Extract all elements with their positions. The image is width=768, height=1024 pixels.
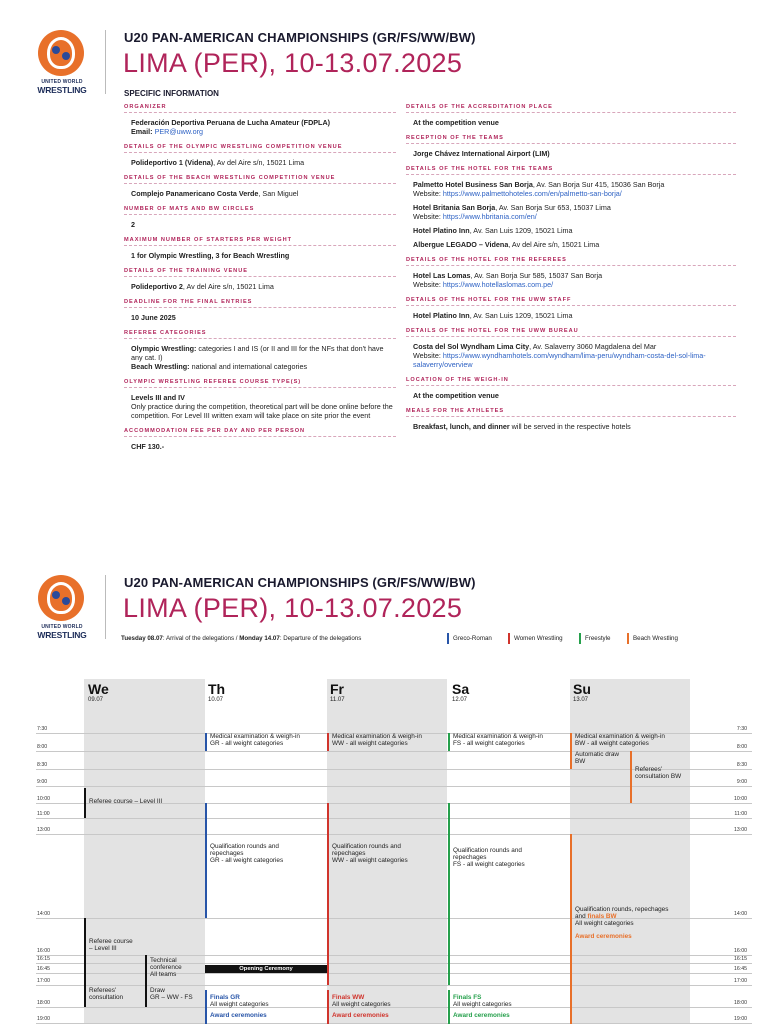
time-label: 19:00 <box>734 1016 747 1022</box>
accommodation-fee-section: ACCOMMODATION FEE PER DAY AND PER PERSON CHF 130.- <box>124 428 396 451</box>
section-title: MAXIMUM NUMBER OF STARTERS PER WEIGHT <box>124 237 396 246</box>
hotel-staff-section: DETAILS OF THE HOTEL FOR THE UWW STAFF Hotel Platino Inn, Av. San Luis 1209, 15021 Lima <box>406 297 736 320</box>
event-medical-gr: Medical examination & weigh-in GR - all weight categories <box>205 733 325 751</box>
logo-text-bottom: WRESTLING <box>37 630 87 640</box>
time-label: 8:30 <box>37 762 48 768</box>
starters-section: MAXIMUM NUMBER OF STARTERS PER WEIGHT 1 for Olympic Wrestling, 3 for Beach Wrestling <box>124 237 396 260</box>
time-label: 8:30 <box>736 762 747 768</box>
referee-course-section: OLYMPIC WRESTLING REFEREE COURSE TYPE(S) Levels III and IV Only practice during the competition, theoretical part will be done online before the competition. For Level III written exam will take place on site prior the event <box>124 379 396 420</box>
schedule-grid <box>0 676 768 1024</box>
organizer-email-link[interactable]: PER@uww.org <box>154 127 204 136</box>
time-label: 10:00 <box>37 796 50 802</box>
event-medical-bw: Medical examination & weigh-in BW - all weight categories <box>570 733 690 751</box>
page1-header <box>0 30 768 100</box>
section-title: LOCATION OF THE WEIGH-IN <box>406 377 736 386</box>
section-title: DETAILS OF THE HOTEL FOR THE UWW BUREAU <box>406 328 736 337</box>
day-date: 12.07 <box>452 697 468 703</box>
meals-section: MEALS FOR THE ATHLETES Breakfast, lunch, and dinner will be served in the respective hotels <box>406 408 736 431</box>
hotel-teams-section: DETAILS OF THE HOTEL FOR THE TEAMS Palmetto Hotel Business San Borja, Av. San Borja Sur 415, 15036 San Borja Website: https://www.palmettohoteles.com/en/palmetto-san-borja/ Hotel Britania San Borja, Av. San Borja Sur 653, 15037 Lima Website: https://www.hbritania.com/en/ Hotel Platino Inn, Av. San Luis 1209, 15021 Lima Albergue LEGADO – Videna, Av del Aire s/n, 15021 Lima <box>406 166 736 249</box>
organizer-section: ORGANIZER Federación Deportiva Peruana de Lucha Amateur (FDPLA) Email: PER@uww.org <box>124 104 396 136</box>
event-finals-gr: Finals GR All weight categories Award ceremonies <box>205 990 325 1024</box>
time-label: 8:00 <box>37 744 48 750</box>
time-label: 17:00 <box>734 978 747 984</box>
time-label: 16:15 <box>734 956 747 962</box>
organizer-name: Federación Deportiva Peruana de Lucha Amateur (FDPLA) <box>131 118 331 127</box>
section-title: MEALS FOR THE ATHLETES <box>406 408 736 417</box>
day-name: Su <box>573 681 591 697</box>
day-name: Fr <box>330 681 344 697</box>
logo-text-bottom: WRESTLING <box>37 85 87 95</box>
accreditation-section: DETAILS OF THE ACCREDITATION PLACE At the competition venue <box>406 104 736 127</box>
info-left-column <box>124 104 396 459</box>
event-finals-ww: Finals WW All weight categories Award ceremonies <box>327 990 447 1024</box>
time-label: 7:30 <box>736 726 747 732</box>
award-ceremonies-bw: Award ceremonies <box>575 932 632 940</box>
logo-text-top: UNITED WORLD <box>41 624 83 630</box>
time-label: 16:45 <box>734 966 747 972</box>
logo-text-top: UNITED WORLD <box>41 79 83 85</box>
time-label: 18:00 <box>37 1000 50 1006</box>
section-title: DETAILS OF THE TRAINING VENUE <box>124 268 396 277</box>
header-divider <box>105 575 106 639</box>
ow-venue-section: DETAILS OF THE OLYMPIC WRESTLING COMPETITION VENUE Polideportivo 1 (Videna), Av del Aire s/n, 15021 Lima <box>124 144 396 167</box>
info-right-column <box>406 104 736 439</box>
time-label: 11:00 <box>734 811 747 817</box>
time-label: 17:00 <box>37 978 50 984</box>
arrival-departure-note: Tuesday 08.07: Arrival of the delegations / Monday 14.07: Departure of the delegations <box>121 635 362 642</box>
event-finals-fs: Finals FS All weight categories Award ceremonies <box>448 990 568 1024</box>
section-title: RECEPTION OF THE TEAMS <box>406 135 736 144</box>
section-title: DEADLINE FOR THE FINAL ENTRIES <box>124 299 396 308</box>
reception-section: RECEPTION OF THE TEAMS Jorge Chávez International Airport (LIM) <box>406 135 736 158</box>
hotel-website-link[interactable]: https://www.hotellaslomas.com.pe/ <box>442 280 554 289</box>
schedule-legend <box>121 633 741 645</box>
day-name: Sa <box>452 681 470 697</box>
section-title: DETAILS OF THE HOTEL FOR THE TEAMS <box>406 166 736 175</box>
time-label: 16:00 <box>734 948 747 954</box>
time-label: 10:00 <box>734 796 747 802</box>
bw-venue-section: DETAILS OF THE BEACH WRESTLING COMPETITION VENUE Complejo Panamericano Costa Verde, San Miguel <box>124 175 396 198</box>
event-referee-course-2: Referee course – Level III <box>84 918 144 985</box>
event-title: LIMA (PER), 10-13.07.2025 <box>123 593 463 623</box>
uww-emblem-icon <box>38 30 84 76</box>
mats-section: NUMBER OF MATS AND BW CIRCLES 2 <box>124 206 396 229</box>
deadline-section: DEADLINE FOR THE FINAL ENTRIES 10 June 2025 <box>124 299 396 322</box>
hotel-website-link[interactable]: https://www.hbritania.com/en/ <box>442 212 537 221</box>
day-name: Th <box>208 681 226 697</box>
header-divider <box>105 30 106 94</box>
time-label: 13:00 <box>734 827 747 833</box>
event-draw: Draw GR – WW - FS <box>145 985 205 1007</box>
time-label: 7:30 <box>37 726 48 732</box>
hotel-referees-section: DETAILS OF THE HOTEL FOR THE REFEREES Hotel Las Lomas, Av. San Borja Sur 585, 15037 San Borja Website: https://www.hotellaslomas.com.pe/ <box>406 257 736 289</box>
section-title: REFEREE CATEGORIES <box>124 330 396 339</box>
time-label: 8:00 <box>736 744 747 750</box>
day-date: 11.07 <box>330 697 345 703</box>
event-automatic-draw: Automatic draw BW <box>570 751 628 769</box>
section-title: ACCOMMODATION FEE PER DAY AND PER PERSON <box>124 428 396 437</box>
section-title: DETAILS OF THE BEACH WRESTLING COMPETITION VENUE <box>124 175 396 184</box>
event-technical-conference: Technical conference All teams <box>145 955 205 985</box>
event-qualification-bw: Qualification rounds, repechages and finals BW All weight categories Award ceremonies <box>570 834 690 1024</box>
day-name: We <box>88 681 109 697</box>
time-label: 18:00 <box>734 1000 747 1006</box>
time-label: 19:00 <box>37 1016 50 1022</box>
time-label: 14:00 <box>734 911 747 917</box>
day-date: 10.07 <box>208 697 224 703</box>
section-title: DETAILS OF THE HOTEL FOR THE REFEREES <box>406 257 736 266</box>
event-referee-course: Referee course – Level III <box>84 788 205 818</box>
hotel-website-link[interactable]: https://www.palmettohoteles.com/en/palmetto-san-borja/ <box>442 189 622 198</box>
weighin-section: LOCATION OF THE WEIGH-IN At the competition venue <box>406 377 736 400</box>
section-title: NUMBER OF MATS AND BW CIRCLES <box>124 206 396 215</box>
event-qualification-fs: Qualification rounds and repechages FS - all weight categories <box>448 803 568 985</box>
legend-women-wrestling: Women Wrestling <box>508 633 563 644</box>
legend-greco-roman: Greco-Roman <box>447 633 492 644</box>
hotel-website-link[interactable]: https://www.wyndhamhotels.com/wyndham/lima-peru/wyndham-costa-del-sol-lima-salaverry/overview <box>413 351 706 369</box>
section-title: DETAILS OF THE OLYMPIC WRESTLING COMPETITION VENUE <box>124 144 396 153</box>
uww-emblem-icon <box>38 575 84 621</box>
time-label: 9:00 <box>736 779 747 785</box>
time-label: 16:15 <box>37 956 50 962</box>
legend-freestyle: Freestyle <box>579 633 610 644</box>
training-venue-section: DETAILS OF THE TRAINING VENUE Polideportivo 2, Av del Aire s/n, 15021 Lima <box>124 268 396 291</box>
event-referees-consultation-bw: Referees' consultation BW <box>630 751 690 803</box>
event-referees-consultation: Referees' consultation <box>84 985 144 1007</box>
time-label: 13:00 <box>37 827 50 833</box>
event-opening-ceremony: Opening Ceremony <box>205 965 327 973</box>
time-label: 14:00 <box>37 911 50 917</box>
section-title: ORGANIZER <box>124 104 396 113</box>
day-date: 09.07 <box>88 697 104 703</box>
time-label: 9:00 <box>37 779 48 785</box>
section-heading: SPECIFIC INFORMATION <box>124 89 219 98</box>
event-qualification-gr: Qualification rounds and repechages GR - all weight categories <box>205 803 325 918</box>
hotel-bureau-section: DETAILS OF THE HOTEL FOR THE UWW BUREAU Costa del Sol Wyndham Lima City, Av. Salaverry 3060 Magdalena del Mar Website: https://www.wyndhamhotels.com/wyndham/lima-peru/wyndham-costa-del-sol-lima-salaverry/overview <box>406 328 736 369</box>
section-title: OLYMPIC WRESTLING REFEREE COURSE TYPE(S) <box>124 379 396 388</box>
uww-logo <box>36 575 88 645</box>
event-medical-fs: Medical examination & weigh-in FS - all weight categories <box>448 733 568 751</box>
time-label: 11:00 <box>37 811 50 817</box>
legend-beach-wrestling: Beach Wrestling <box>627 633 678 644</box>
day-date: 13.07 <box>573 697 589 703</box>
event-qualification-ww: Qualification rounds and repechages WW - all weight categories <box>327 803 447 985</box>
event-subtitle: U20 PAN-AMERICAN CHAMPIONSHIPS (GR/FS/WW/BW) <box>124 30 476 45</box>
section-title: DETAILS OF THE HOTEL FOR THE UWW STAFF <box>406 297 736 306</box>
referee-categories-section: REFEREE CATEGORIES Olympic Wrestling: categories I and IS (or II and III for the NFs that don't have any cat. I) Beach Wrestling: national and international categories <box>124 330 396 371</box>
uww-logo <box>36 30 88 100</box>
time-label: 16:45 <box>37 966 50 972</box>
section-title: DETAILS OF THE ACCREDITATION PLACE <box>406 104 736 113</box>
event-medical-ww: Medical examination & weigh-in WW - all weight categories <box>327 733 447 751</box>
event-title: LIMA (PER), 10-13.07.2025 <box>123 48 463 78</box>
time-label: 16:00 <box>37 948 50 954</box>
event-subtitle: U20 PAN-AMERICAN CHAMPIONSHIPS (GR/FS/WW/BW) <box>124 575 476 590</box>
